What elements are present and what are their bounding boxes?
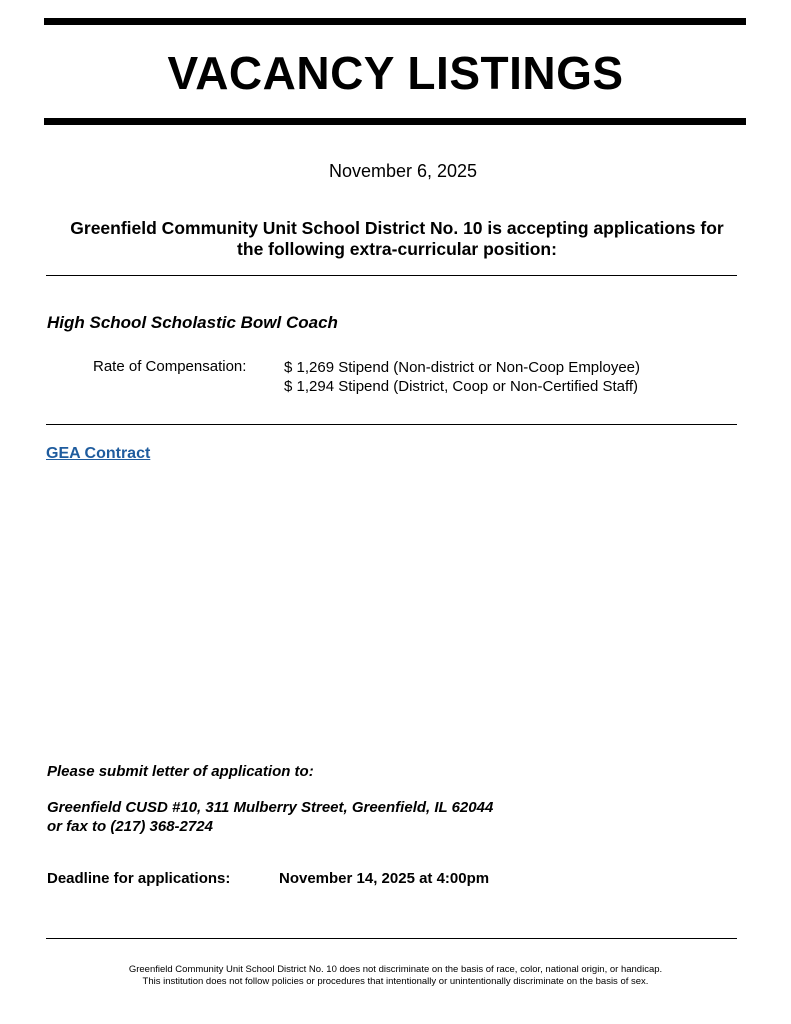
intro-paragraph: [46, 218, 748, 260]
gea-contract-link[interactable]: GEA Contract: [46, 445, 151, 462]
deadline-label: Deadline for applications:: [47, 870, 231, 887]
address-line-2: or fax to (217) 368-2724: [47, 818, 213, 835]
compensation-label: Rate of Compensation:: [93, 358, 247, 375]
deadline-value: November 14, 2025 at 4:00pm: [279, 870, 490, 887]
compensation-line-2: $ 1,294 Stipend (District, Coop or Non-Certified Staff): [284, 378, 639, 395]
divider-top: [46, 275, 737, 276]
compensation-line-1: $ 1,269 Stipend (Non-district or Non-Coop Employee): [284, 359, 641, 376]
page-title: VACANCY LISTINGS: [167, 47, 624, 99]
intro-line-1: Greenfield Community Unit School District No. 10 is accepting applications for: [70, 218, 724, 238]
compensation-values: [284, 358, 640, 396]
address-line-1: Greenfield CUSD #10, 311 Mulberry Street, Greenfield, IL 62044: [47, 799, 494, 816]
position-title: High School Scholastic Bowl Coach: [47, 313, 338, 332]
intro-line-2: the following extra-curricular position:: [237, 239, 557, 259]
footer-line-1: Greenfield Community Unit School District No. 10 does not discriminate on the basis of race, color, national origin, or handicap.: [128, 964, 663, 975]
posting-date: November 6, 2025: [328, 161, 478, 181]
divider-middle: [46, 424, 737, 425]
nondiscrimination-footer: [0, 964, 791, 988]
submit-instructions: Please submit letter of application to:: [47, 763, 314, 780]
top-thick-rule: [44, 18, 746, 25]
footer-line-2: This institution does not follow policies or procedures that intentionally or unintentionally discriminate on the basis of sex.: [142, 976, 649, 987]
title-bottom-thick-rule: [44, 118, 746, 125]
mailing-address: [47, 798, 493, 836]
divider-bottom: [46, 938, 737, 939]
